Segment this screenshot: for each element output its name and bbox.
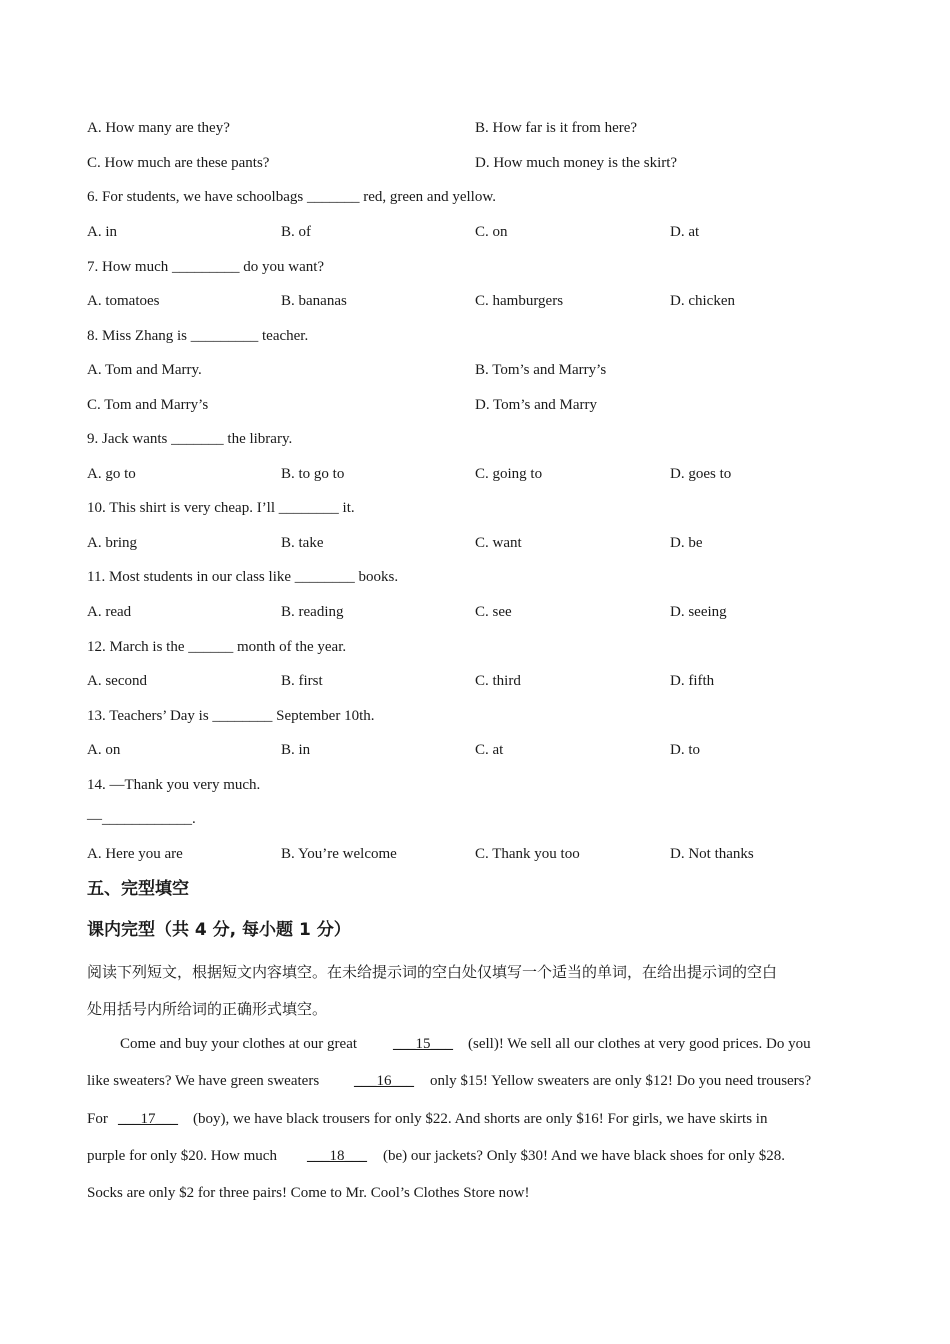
option-a: A. read [87,604,132,620]
option-b: B. of [281,224,311,240]
option-d: D. seeing [670,604,727,620]
option-d: D. be [670,535,703,551]
instructions-line-1: 阅读下列短文，根据短文内容填空。在未给提示词的空白处仅填写一个适当的单词，在给出提示词的空白 [87,963,778,981]
option-c: C. going to [475,466,543,482]
option-c: C. on [475,224,508,240]
option-c: C. How much are these pants? [87,155,270,171]
option-b: B. in [281,742,311,758]
option-b: B. first [281,673,323,689]
option-c: C. at [475,742,504,758]
options-row-12 [87,669,867,693]
options-row-13 [87,738,867,762]
options-row-14 [87,842,867,866]
passage-line-1a: Come and buy your clothes at our great [120,1036,358,1052]
question-9: 9. Jack wants _______ the library. [87,431,293,447]
option-d: D. fifth [670,673,715,689]
blank-18: ___18___ [307,1148,367,1164]
option-b: B. to go to [281,466,345,482]
passage-line-4b: (be) our jackets? Only $30! And we have black shoes for only $28. [383,1148,785,1164]
option-a: A. tomatoes [87,293,160,309]
option-d: D. at [670,224,700,240]
question-14-reply: —____________. [87,811,196,827]
option-c: C. want [475,535,522,551]
options-row-11 [87,600,867,624]
options-row-6 [87,220,867,244]
option-b: B. How far is it from here? [475,120,638,136]
option-a: A. on [87,742,121,758]
option-c: C. hamburgers [475,293,564,309]
option-b: B. You’re welcome [281,846,397,862]
blank-17: ___17___ [118,1111,178,1127]
passage-line-1b: (sell)! We sell all our clothes at very good prices. Do you [468,1036,811,1052]
passage-line-3a: For [87,1111,108,1127]
option-d: D. chicken [670,293,735,309]
option-a: A. Tom and Marry. [87,362,202,378]
option-d: D. to [670,742,700,758]
question-12: 12. March is the ______ month of the year. [87,639,347,655]
option-c: C. Tom and Marry’s [87,397,209,413]
options-row-10 [87,531,867,555]
option-a: A. bring [87,535,137,551]
section-title: 五、完型填空 [87,879,189,899]
passage-line-3b: (boy), we have black trousers for only $22. And shorts are only $16! For girls, we have skirts in [193,1111,768,1127]
instructions-line-2: 处用括号内所给词的正确形式填空。 [87,1000,328,1018]
option-c: C. see [475,604,512,620]
option-b: B. bananas [281,293,347,309]
blank-16: ___16___ [354,1073,414,1089]
options-row-5ab [87,116,867,140]
option-a: A. go to [87,466,136,482]
question-11: 11. Most students in our class like ________ books. [87,569,399,585]
option-c: C. third [475,673,521,689]
option-d: D. Tom’s and Marry [475,397,597,413]
question-8: 8. Miss Zhang is _________ teacher. [87,328,309,344]
passage-line-4a: purple for only $20. How much [87,1148,277,1164]
passage-line-2a: like sweaters? We have green sweaters [87,1073,320,1089]
option-a: A. How many are they? [87,120,230,136]
question-10: 10. This shirt is very cheap. I’ll ________ it. [87,500,355,516]
options-row-5cd [87,151,867,175]
option-b: B. Tom’s and Marry’s [475,362,607,378]
option-c: C. Thank you too [475,846,580,862]
options-row-9 [87,462,867,486]
option-a: A. in [87,224,117,240]
option-d: D. goes to [670,466,732,482]
passage-line-2b: only $15! Yellow sweaters are only $12! Do you need trousers? [430,1073,812,1089]
question-13: 13. Teachers’ Day is ________ September 10th. [87,708,375,724]
section-subtitle: 课内完型（共 4 分, 每小题 1 分） [87,920,351,940]
passage-line-5: Socks are only $2 for three pairs! Come to Mr. Cool’s Clothes Store now! [87,1185,530,1201]
option-a: A. Here you are [87,846,183,862]
blank-15: ___15___ [393,1036,453,1052]
options-row-7 [87,289,867,313]
option-d: D. How much money is the skirt? [475,155,678,171]
option-b: B. take [281,535,324,551]
options-row-8cd [87,393,867,417]
question-6: 6. For students, we have schoolbags _______ red, green and yellow. [87,189,496,205]
option-a: A. second [87,673,147,689]
option-d: D. Not thanks [670,846,754,862]
question-7: 7. How much _________ do you want? [87,259,325,275]
question-14: 14. —Thank you very much. [87,777,261,793]
options-row-8ab [87,358,867,382]
option-b: B. reading [281,604,344,620]
